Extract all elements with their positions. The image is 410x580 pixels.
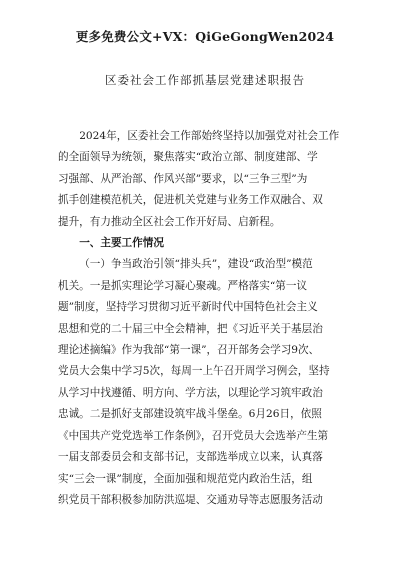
- section-line: 《中国共产党党选举工作条例》，召开党员大会选举产生第: [58, 429, 329, 442]
- section-line: 题”制度，坚持学习贯彻习近平新时代中国特色社会主义: [58, 301, 318, 314]
- section-line: 党员大会集中学习5次，每周一上午召开周学习例会，坚持: [58, 365, 330, 378]
- intro-line: 的全面领导为统领，聚焦落实“政治立部、制度建部、学: [58, 151, 318, 164]
- section-line: （一）争当政治引领“排头兵”，建设“政治型”模范: [79, 258, 313, 271]
- intro-line: 2024年，区委社会工作部始终坚持以加强党对社会工作: [79, 130, 340, 142]
- section-line: 实“三会一课”制度，全面加强和规范党内政治生活，组: [58, 472, 313, 485]
- section-line: 一届支部委员会和支部书记，支部选举成立以来，认真落: [58, 451, 323, 464]
- section-paragraph: [58, 254, 352, 511]
- intro-line: 提升，有力推动全区社会工作开好局、启新程。: [58, 215, 281, 228]
- document-body: [58, 126, 352, 511]
- section-line: 思想和党的二十届三中全会精神，把《习近平关于基层治: [58, 322, 323, 335]
- section-line: 忠诚。二是抓好支部建设筑牢战斗堡垒。6月26日，依照: [58, 408, 322, 421]
- promo-header: 更多免费公文+VX：QiGeGongWen2024: [75, 29, 335, 44]
- section-line: 理论述摘编》作为我部“第一课”，召开部务会学习9次、: [58, 344, 320, 357]
- section-line: 织党员干部积极参加防洪巡堤、交通劝导等志愿服务活动: [58, 493, 323, 506]
- section-line: 从学习中找遵循、明方向、学方法，以理论学习筑牢政治: [58, 386, 323, 399]
- section-line: 机关。一是抓实理论学习凝心聚魂。严格落实“第一议: [58, 279, 308, 292]
- intro-paragraph: [58, 126, 352, 233]
- intro-line: 习强部、从严治部、作风兴部”要求，以“三争三型”为: [58, 172, 308, 185]
- document-title: 区委社会工作部抓基层党建述职报告: [105, 73, 305, 87]
- intro-line: 抓手创建模范机关，促进机关党建与业务工作双融合、双: [58, 194, 323, 207]
- section-heading: 一、主要工作情况: [79, 237, 164, 250]
